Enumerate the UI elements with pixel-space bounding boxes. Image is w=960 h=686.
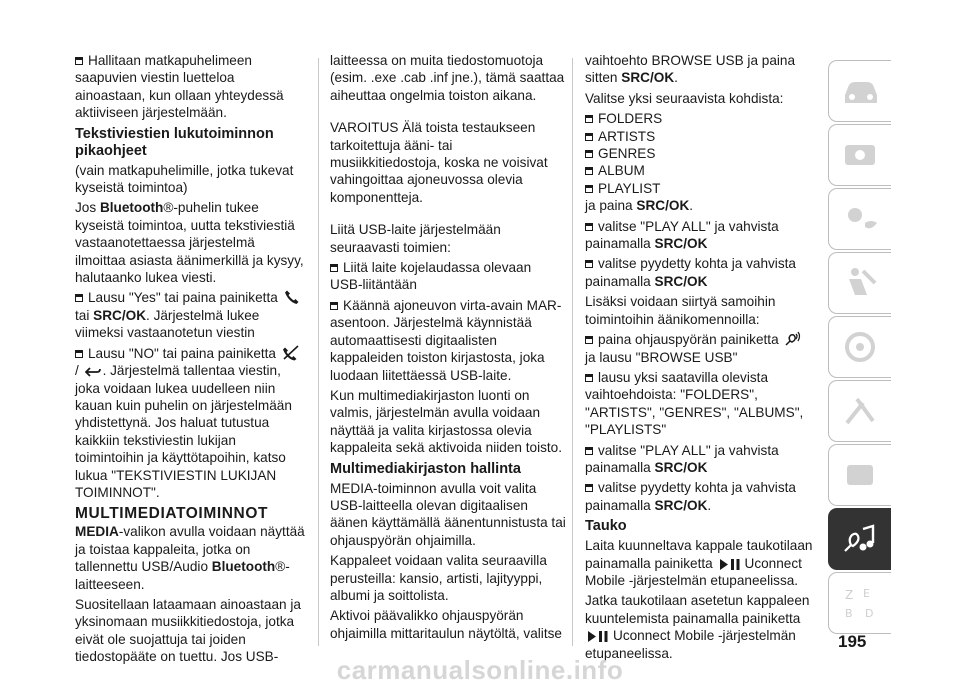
bullet-icon [585, 115, 593, 123]
warning-lights-icon [841, 137, 881, 173]
bullet-item: valitse pyydetty kohta ja vahvista painamalla SRC/OK. [585, 480, 796, 513]
alphabet-index-icon [841, 585, 881, 621]
bullet-icon [585, 260, 593, 268]
tab-driving[interactable] [828, 316, 891, 378]
column-divider [318, 58, 319, 646]
bullet-icon [585, 167, 593, 175]
bullet-icon [330, 264, 338, 272]
bullet-icon [585, 150, 593, 158]
tab-index[interactable] [828, 572, 891, 634]
paragraph: (vain matkapuhelimille, jotka tukevat kyseistä toimintoa) [75, 162, 294, 196]
paragraph: laitteessa on muita tiedostomuotoja (esim. .exe .cab .inf jne.), tämä saattaa aiheuttaa ongelmia toiston aikana. [330, 53, 565, 103]
paragraph: Liitä USB-laite järjestelmään seuraavasti toimien: [330, 222, 501, 255]
bullet-icon [75, 57, 83, 65]
list-item: PLAYLIST [585, 180, 817, 197]
airbag-person-icon [841, 265, 881, 301]
paragraph: MEDIA-valikon avulla voidaan näyttää ja toistaa kappaleita, jotka on tallennettu USB/Audio Bluetooth®-laitteeseen. [75, 524, 305, 592]
tab-safety[interactable] [828, 252, 891, 314]
tab-maintenance[interactable] [828, 444, 891, 506]
bullet-item: Lausu "NO" tai paina painiketta / . Järjestelmä tallentaa viestin, joka voidaan lukea uudelleen niin kauan kuin puhelin on järjestelmään yhdistettynä. Jos haluat tutustua kaikkiin tekstiviestin lukijan toimintoihin ja käyttötapoihin, katso lukua "TEKSTIVIESTIN LUKIJAN TOIMINNOT". [75, 345, 305, 502]
paragraph: Suositellaan lataamaan ainoastaan ja yksinomaan musiikkitiedostoja, jotka eivät ole suojattuja tai joiden tiedostopääte on tuettu. Jos USB- [75, 596, 301, 665]
page-number: 195 [838, 632, 867, 651]
column-2 [330, 52, 566, 645]
wrench-icon [841, 457, 881, 493]
media-voice-icon [841, 521, 881, 557]
warning-paragraph: VAROITUS Älä toista testaukseen tarkoitettuja ääni- tai musiikkitiedostoja, koska ne voisivat vahingoittaa ajoneuvossa olevia komponentteja. [330, 120, 548, 205]
phone-hangup-icon [282, 345, 300, 361]
bullet-item: lausu yksi saatavilla olevista vaihtoehdoista: "FOLDERS", "ARTISTS", "GENRES", "ALBUMS", "PLAYLISTS" [585, 369, 804, 438]
steering-wheel-icon [841, 329, 881, 365]
bullet-item: valitse "PLAY ALL" ja vahvista painamalla SRC/OK [585, 442, 779, 475]
list-item: GENRES [585, 145, 817, 162]
bullet-icon [585, 447, 593, 455]
column-3 [585, 52, 817, 665]
watermark: carmanualsonline.info [336, 655, 624, 685]
bullet-icon [75, 294, 83, 302]
paragraph: Aktivoi päävalikko ohjauspyörän ohjaimilla mittaritaulun näytöltä, valitse [330, 608, 562, 641]
tab-dashboard[interactable] [828, 60, 891, 122]
phone-icon [284, 289, 300, 305]
paragraph: vaihtoehto BROWSE USB ja paina sitten SRC/OK. [585, 53, 796, 86]
back-arrow-icon [85, 366, 101, 378]
bullet-icon [75, 350, 83, 358]
voice-command-icon [784, 331, 802, 347]
paragraph: Jatka taukotilaan asetetun kappaleen kuuntelemista painamalla painiketta Uconnect Mobile -järjestelmän etupaneelissa. [585, 593, 810, 661]
column-divider [572, 58, 573, 646]
paragraph: Hallitaan matkapuhelimeen saapuvien viestin luetteloa ainoastaan, kun ollaan yhteydessä aktiiviseen järjestelmään. [75, 53, 284, 121]
bullet-item: Liitä laite kojelaudassa olevaan USB-liitäntään [330, 260, 532, 293]
play-pause-icon [587, 630, 611, 643]
heading-multimedia: MULTIMEDIATOIMINNOT [75, 505, 269, 523]
heading-library-management: Multimediakirjaston hallinta [330, 460, 521, 477]
tab-lights[interactable] [828, 188, 891, 250]
bullet-icon [585, 374, 593, 382]
play-pause-icon [719, 558, 743, 571]
paragraph: Lisäksi voidaan siirtyä samoihin toimintoihin äänikomennoilla: [585, 294, 776, 327]
sun-headlamp-icon [841, 201, 881, 237]
tools-icon [841, 393, 881, 429]
list-item: ALBUM [585, 162, 817, 179]
bullet-item: paina ohjauspyörän painiketta ja lausu "BROWSE USB" [585, 331, 817, 366]
paragraph: Kun multimediakirjaston luonti on valmis, järjestelmän avulla voidaan näyttää ja valita kirjastossa olevia kappaleita sekä aktivoida niiden toisto. [330, 387, 562, 456]
tab-multimedia[interactable] [828, 508, 891, 570]
bullet-icon [585, 484, 593, 492]
svg-text:E: E [863, 587, 870, 600]
bullet-item: valitse pyydetty kohta ja vahvista painamalla SRC/OK [585, 256, 796, 289]
list-item: FOLDERS [585, 110, 817, 127]
tab-emergency[interactable] [828, 380, 891, 442]
paragraph: MEDIA-toiminnon avulla voit valita USB-laitteella olevan digitaalisen äänen käyttämällä äänentunnistusta tai ohjauspyörän ohjaimilla. [330, 480, 566, 548]
heading-sms-quick-guide: Tekstiviestien lukutoiminnon pikaohjeet [75, 125, 274, 159]
column-1 [75, 52, 305, 669]
bullet-icon [330, 302, 338, 310]
svg-text:B: B [845, 607, 853, 620]
svg-text:Z: Z [845, 588, 854, 602]
option-list [585, 110, 817, 197]
paragraph: ja paina SRC/OK. [585, 198, 694, 214]
paragraph: Laita kuunneltava kappale taukotilaan painamalla painiketta Uconnect Mobile -järjestelmän etupaneelissa. [585, 538, 813, 588]
heading-pause: Tauko [585, 518, 627, 535]
bullet-icon [585, 185, 593, 193]
bullet-icon [585, 336, 593, 344]
paragraph: Jos Bluetooth®-puhelin tukee kyseistä toimintoa, uutta tekstiviestiä vastaanotettaessa järjestelmä ilmoittaa asiasta äänimerkillä ja kysyy, halutaanko lukea viesti. [75, 200, 304, 286]
bullet-icon [585, 133, 593, 141]
paragraph: Kappaleet voidaan valita seuraavilla perusteilla: kansio, artisti, lajityyppi, albumi ja soittolista. [330, 553, 547, 603]
tab-warning-lights[interactable] [828, 124, 891, 186]
paragraph: Valitse yksi seuraavista kohdista: [585, 90, 784, 106]
svg-text:D: D [865, 607, 874, 620]
list-item: ARTISTS [585, 128, 817, 145]
bullet-item: valitse "PLAY ALL" ja vahvista painamalla SRC/OK [585, 218, 779, 252]
car-dashboard-icon [841, 73, 881, 109]
bullet-icon [585, 223, 593, 231]
bullet-item: Lausu "Yes" tai paina painiketta tai SRC/OK. Järjestelmä lukee viimeksi vastaanotetun viestin [75, 289, 305, 341]
bullet-item: Käännä ajoneuvon virta-avain MAR-asentoon. Järjestelmä käynnistää automaattisesti digitaalisten kappaleiden toiston kirjastosta, joka luodaan liitettäessä USB-laite. [330, 297, 562, 383]
